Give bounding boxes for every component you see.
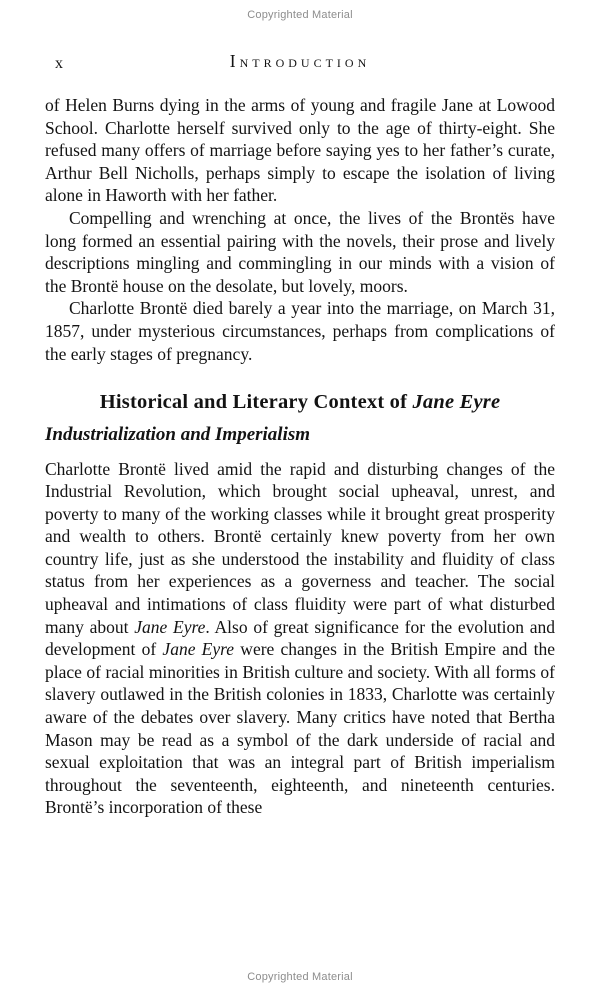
paragraph-brontes-lives: Compelling and wrenching at once, the lives of the Brontës have long formed an essential pairing with the novels, their prose and lively descriptions mingling and commingling in our minds with a vision of the Brontë house on the desolate, but lovely, moors. (45, 207, 555, 296)
paragraph-text-run: . Also of great significance for the evolution and development of (45, 616, 555, 660)
paragraph-industrialization (45, 458, 555, 820)
section-heading-text: Historical and Literary Context of (99, 391, 413, 414)
page-header (45, 51, 555, 73)
paragraph-helen-burns: of Helen Burns dying in the arms of young and fragile Jane at Lowood School. Charlotte herself survived only to the age of thirty-eight. She refused many offers of marriage before saying yes to her father’s curate, Arthur Bell Nicholls, perhaps simply to escape the isolation of living alone in Haworth with her father. (45, 95, 555, 206)
copyright-notice-top: Copyrighted Material (247, 9, 353, 21)
book-title-italic: Jane Eyre (412, 391, 501, 414)
page-body (45, 94, 555, 819)
paragraph-text-run: were changes in the British Empire and the place of racial minorities in British culture and society. With all forms of slavery outlawed in the British colonies in 1833, Charlotte was certainly aware of the debates over slavery. Many critics have noted that Bertha Mason may be read as a symbol of the dark underside of racial and sexual exploitation that was an integral part of British imperialism throughout the seventeenth, eighteenth, and nineteenth centuries. Brontë’s incorporation of these (45, 639, 556, 818)
copyright-notice-bottom: Copyrighted Material (247, 971, 353, 983)
book-title-italic: Jane Eyre (162, 639, 235, 660)
paragraph-charlotte-death: Charlotte Brontë died barely a year into the marriage, on March 31, 1857, under mysterious circumstances, perhaps from complications of the early stages of pregnancy. (45, 298, 555, 364)
section-heading (45, 390, 555, 415)
book-title-italic: Jane Eyre (134, 616, 206, 637)
running-title: Introduction (229, 51, 371, 71)
subsection-heading: Industrialization and Imperialism (45, 423, 311, 445)
paragraph-text-run: Charlotte Brontë lived amid the rapid and disturbing changes of the Industrial Revolution, which brought social upheaval, unrest, and poverty to many of the working classes while it brought great prosperity and wealth to others. Brontë certainly knew poverty from her own country life, just as she understood the instability and fluidity of class status from her experiences as a governess and teacher. The social upheaval and intimations of class fluidity were part of what disturbed many about (45, 458, 555, 637)
page-number: x (55, 55, 63, 72)
